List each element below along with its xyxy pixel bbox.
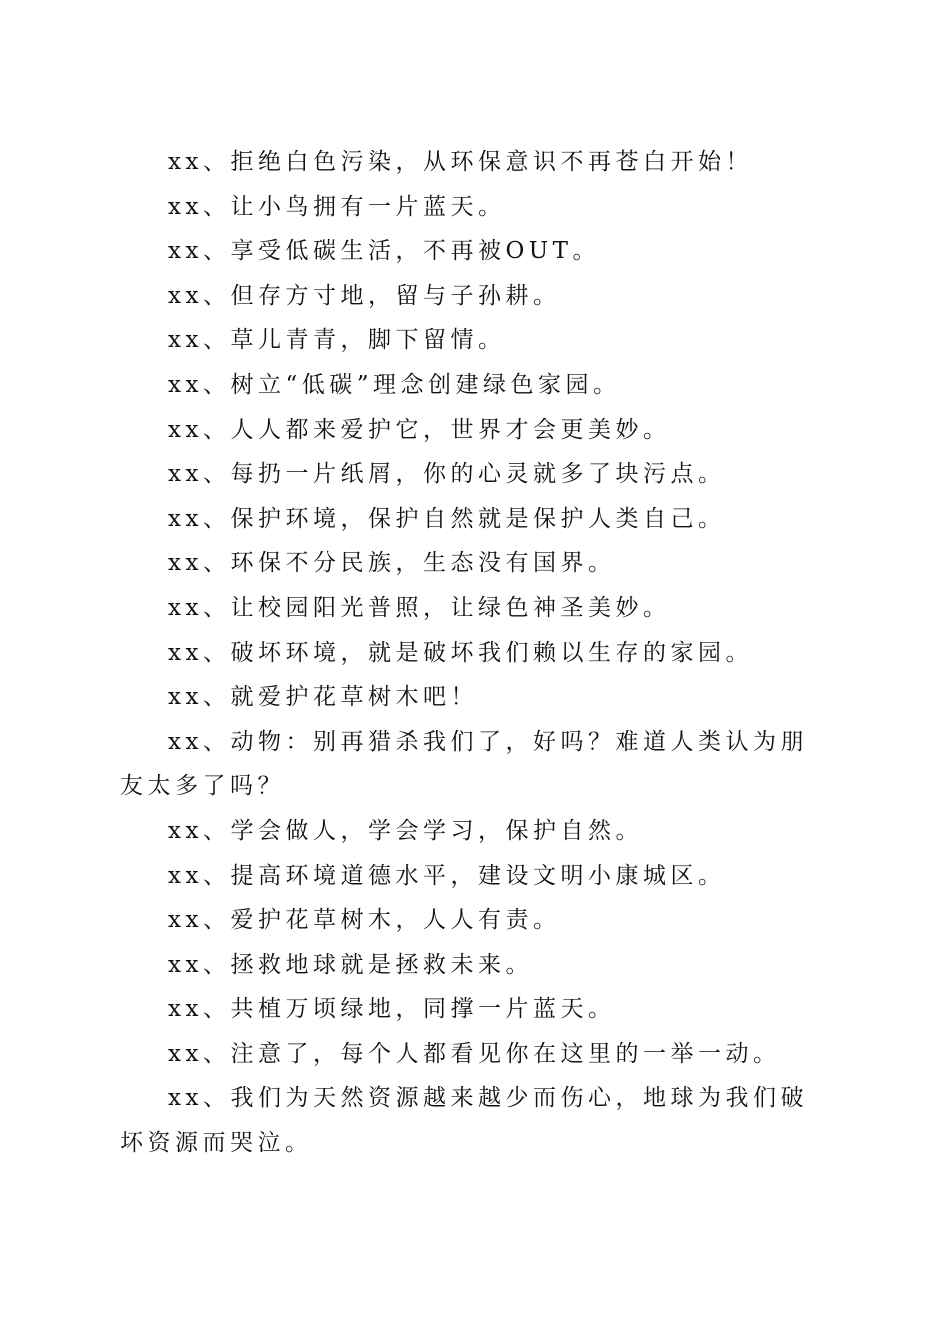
slogan-paragraph: xx、让小鸟拥有一片蓝天。 bbox=[168, 193, 506, 220]
slogan-paragraph: xx、拯救地球就是拯救未来。 bbox=[168, 951, 533, 978]
slogan-paragraph: xx、环保不分民族，生态没有国界。 bbox=[168, 550, 616, 577]
slogan-paragraph: xx、保护环境，保护自然就是保护人类自己。 bbox=[168, 505, 726, 532]
document-body bbox=[120, 140, 830, 1166]
slogan-paragraph: xx、人人都来爱护它，世界才会更美妙。 bbox=[168, 416, 671, 443]
slogan-paragraph: xx、爱护花草树木，人人有责。 bbox=[168, 907, 561, 934]
slogan-paragraph: xx、注意了，每个人都看见你在这里的一举一动。 bbox=[168, 1040, 781, 1067]
slogan-paragraph: xx、破坏环境，就是破坏我们赖以生存的家园。 bbox=[168, 639, 753, 666]
slogan-paragraph: xx、享受低碳生活，不再被OUT。 bbox=[168, 238, 601, 265]
slogan-paragraph: xx、但存方寸地，留与子孙耕。 bbox=[168, 282, 561, 309]
slogan-paragraph: xx、让校园阳光普照，让绿色神圣美妙。 bbox=[168, 594, 671, 621]
slogan-paragraph: xx、共植万顷绿地，同撑一片蓝天。 bbox=[168, 996, 616, 1023]
slogan-paragraph: xx、草儿青青，脚下留情。 bbox=[168, 327, 506, 354]
slogan-paragraph: xx、学会做人，学会学习，保护自然。 bbox=[168, 817, 643, 844]
slogan-paragraph: xx、我们为天然资源越来越少而伤心，地球为我们破坏资源而哭泣。 bbox=[120, 1085, 808, 1157]
slogan-paragraph: xx、提高环境道德水平，建设文明小康城区。 bbox=[168, 862, 726, 889]
slogan-paragraph: xx、动物：别再猎杀我们了，好吗？难道人类认为朋友太多了吗？ bbox=[120, 728, 808, 800]
slogan-paragraph: xx、每扔一片纸屑，你的心灵就多了块污点。 bbox=[168, 461, 726, 488]
slogan-paragraph: xx、拒绝白色污染，从环保意识不再苍白开始！ bbox=[168, 149, 753, 175]
slogan-paragraph: xx、树立“低碳”理念创建绿色家园。 bbox=[168, 371, 621, 398]
slogan-paragraph: xx、就爱护花草树木吧！ bbox=[168, 684, 478, 711]
